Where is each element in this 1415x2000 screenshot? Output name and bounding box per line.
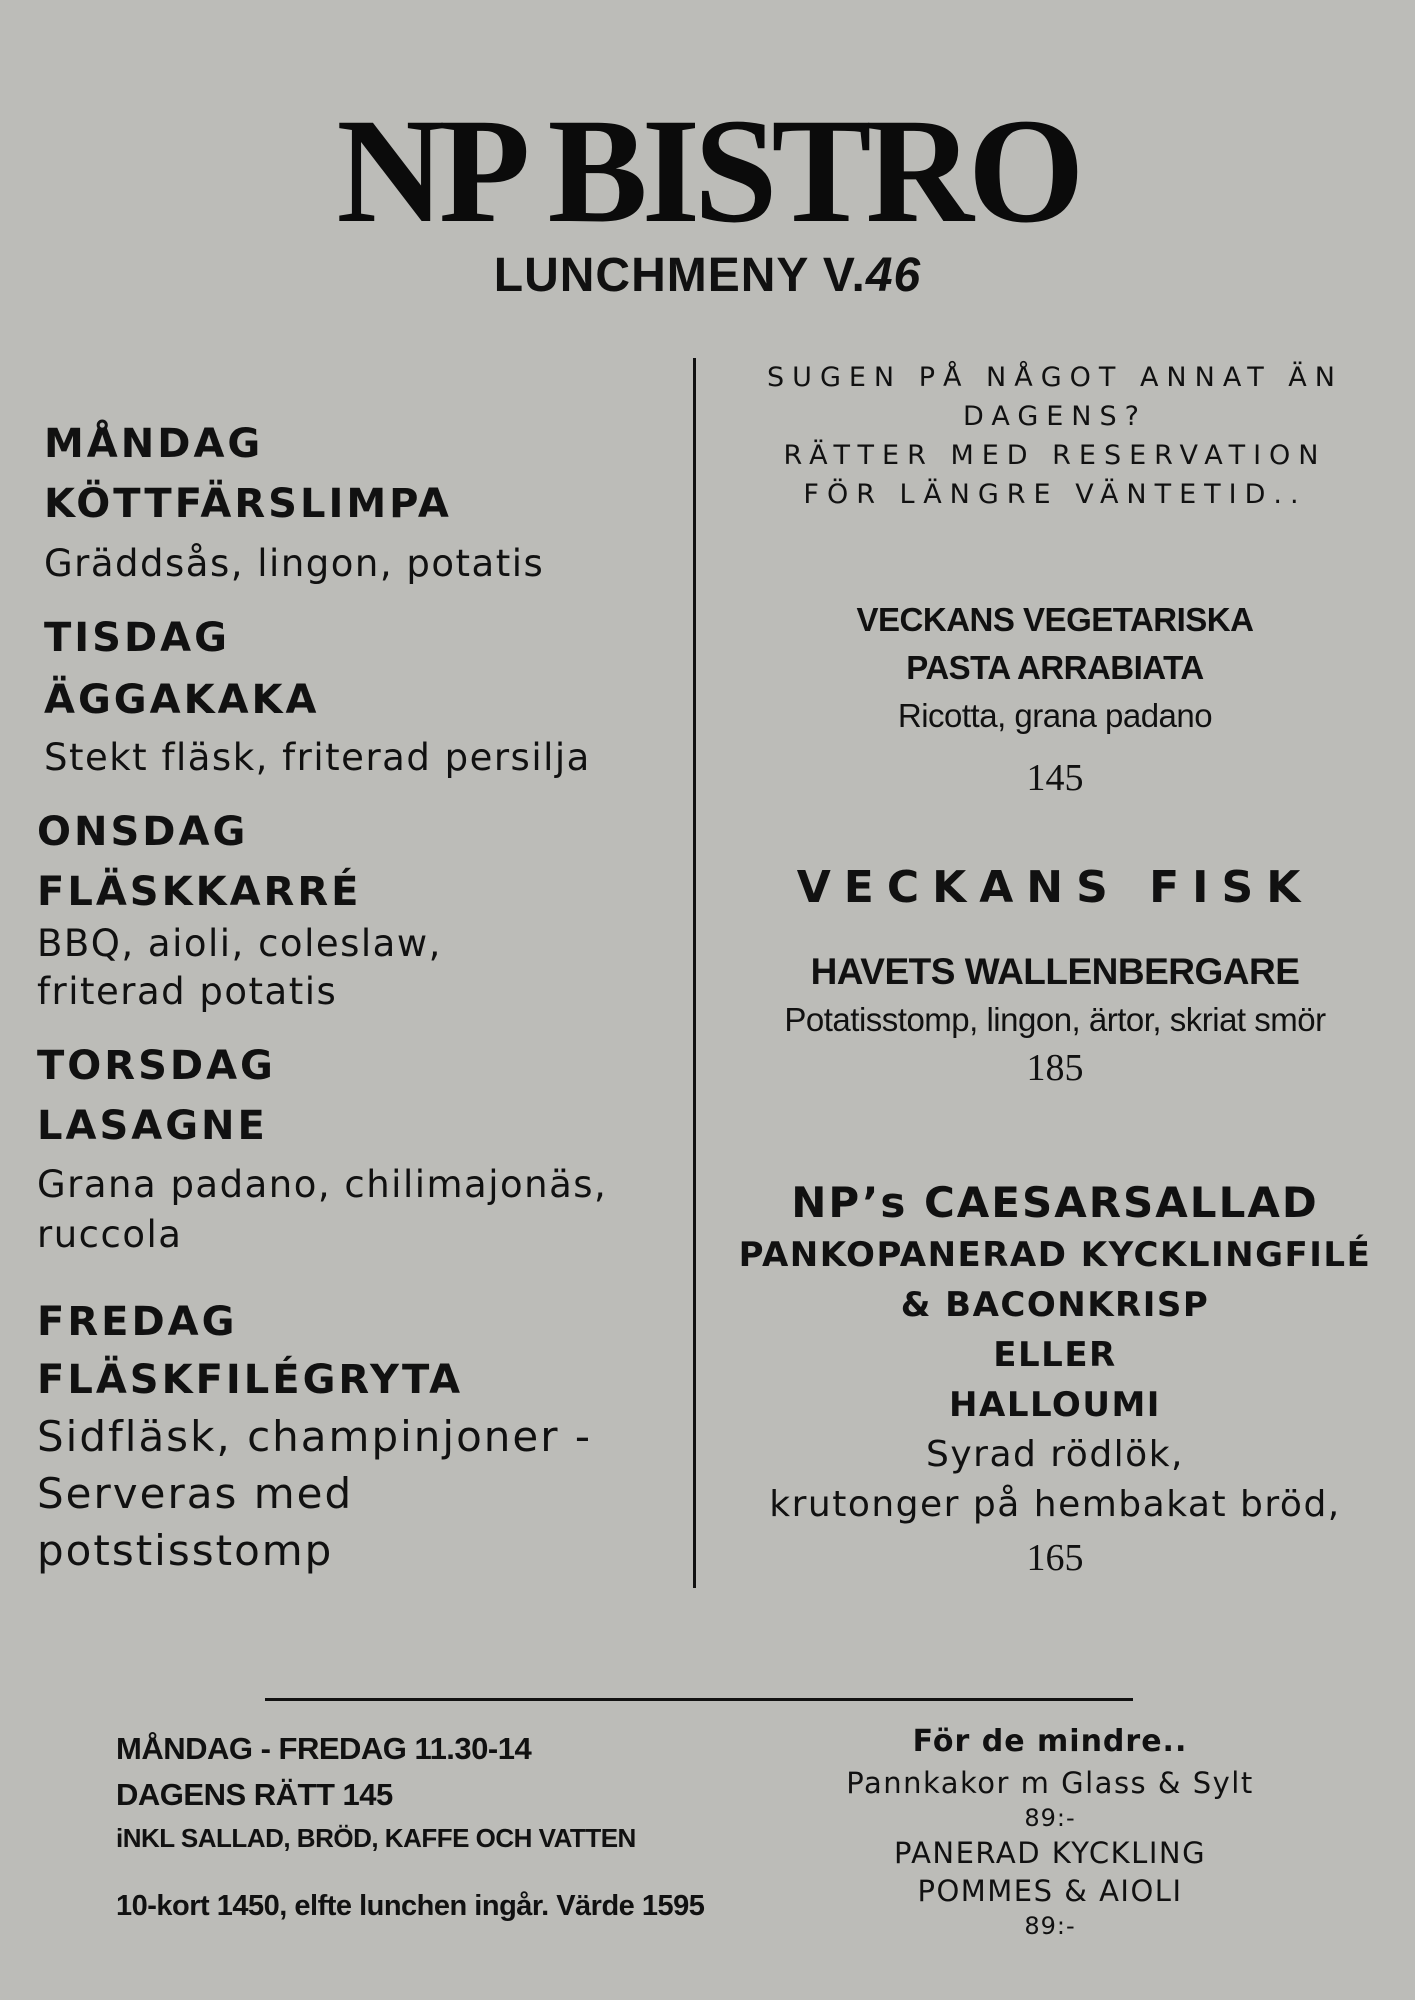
fish-price: 185 [1026,1047,1084,1089]
caesar-line-4: HALLOUMI [949,1385,1161,1425]
fish-desc: Potatisstomp, lingon, ärtor, skriat smör [784,1001,1326,1038]
vertical-divider [693,358,696,1588]
caesar-line-1: PANKOPANERAD KYCKLINGFILÉ [738,1235,1372,1275]
intro-line-4: FÖR LÄNGRE VÄNTETID.. [803,479,1307,510]
dish-thursday: LASAGNE [37,1103,268,1149]
day-friday: FREDAG [37,1299,238,1345]
vegetarian-desc: Ricotta, grana padano [897,697,1213,734]
vegetarian-heading: VECKANS VEGETARISKA [856,601,1254,638]
day-monday: MÅNDAG [44,421,264,467]
daily-dish-price: DAGENS RÄTT 145 [116,1777,393,1812]
day-tuesday: TISDAG [44,615,230,661]
intro-line-3: RÄTTER MED RESERVATION [783,440,1327,471]
kids-heading: För de mindre.. [912,1724,1188,1759]
restaurant-title: NP BISTRO [336,88,1079,254]
kids-item-2a: PANERAD KYCKLING [893,1836,1207,1870]
menu-subtitle [0,248,1415,304]
caesar-price: 165 [1026,1537,1084,1579]
fish-heading: VECKANS FISK [796,862,1314,913]
horizontal-divider [265,1698,1133,1701]
opening-hours: MÅNDAG - FREDAG 11.30-14 [116,1731,532,1766]
alternatives-intro [705,358,1405,514]
desc-tuesday: Stekt fläsk, friterad persilja [44,736,591,779]
kids-menu [800,1720,1300,1942]
vegetarian-section [705,596,1405,802]
kids-item-1: Pannkakor m Glass & Sylt [846,1766,1254,1800]
day-thursday: TORSDAG [37,1043,276,1089]
intro-line-2: DAGENS? [963,401,1147,432]
desc-friday: Sidfläsk, champinjoner - Serveras med potstisstomp [37,1412,592,1575]
dish-monday: KÖTTFÄRSLIMPA [44,481,452,527]
kids-price-2: 89:- [1024,1912,1076,1940]
caesar-line-3: ELLER [993,1335,1117,1375]
desc-monday: Gräddsås, lingon, potatis [44,542,545,585]
desc-thursday: Grana padano, chilimajonäs, ruccola [37,1163,608,1256]
caesar-heading: NP’s CAESARSALLAD [791,1178,1319,1227]
week-number: 46 [865,249,922,302]
desc-wednesday: BBQ, aioli, coleslaw, friterad potatis [37,922,442,1013]
subtitle-text: LUNCHMENY V. [493,249,866,302]
vegetarian-price: 145 [1026,757,1084,799]
caesar-line-2: & BACONKRISP [900,1285,1210,1325]
fish-section [705,948,1405,1092]
caesar-desc-1: Syrad rödlök, [925,1434,1185,1475]
caesar-desc-2: krutonger på hembakat bröd, [769,1484,1341,1525]
kids-item-2b: POMMES & AIOLI [917,1874,1183,1908]
kids-price-1: 89:- [1024,1804,1076,1832]
day-wednesday: ONSDAG [37,809,249,855]
fish-dish: HAVETS WALLENBERGARE [810,951,1300,992]
dish-friday: FLÄSKFILÉGRYTA [37,1357,464,1403]
caesar-section [705,1176,1405,1582]
vegetarian-dish: PASTA ARRABIATA [906,649,1204,686]
lunch-card-offer: 10-kort 1450, elfte lunchen ingår. Värde 1595 [116,1890,705,1922]
dish-wednesday: FLÄSKKARRÉ [37,869,362,915]
price-includes: iNKL SALLAD, BRÖD, KAFFE OCH VATTEN [116,1823,636,1853]
dish-tuesday: ÄGGAKAKA [44,677,320,723]
intro-line-1: SUGEN PÅ NÅGOT ANNAT ÄN [767,362,1343,393]
